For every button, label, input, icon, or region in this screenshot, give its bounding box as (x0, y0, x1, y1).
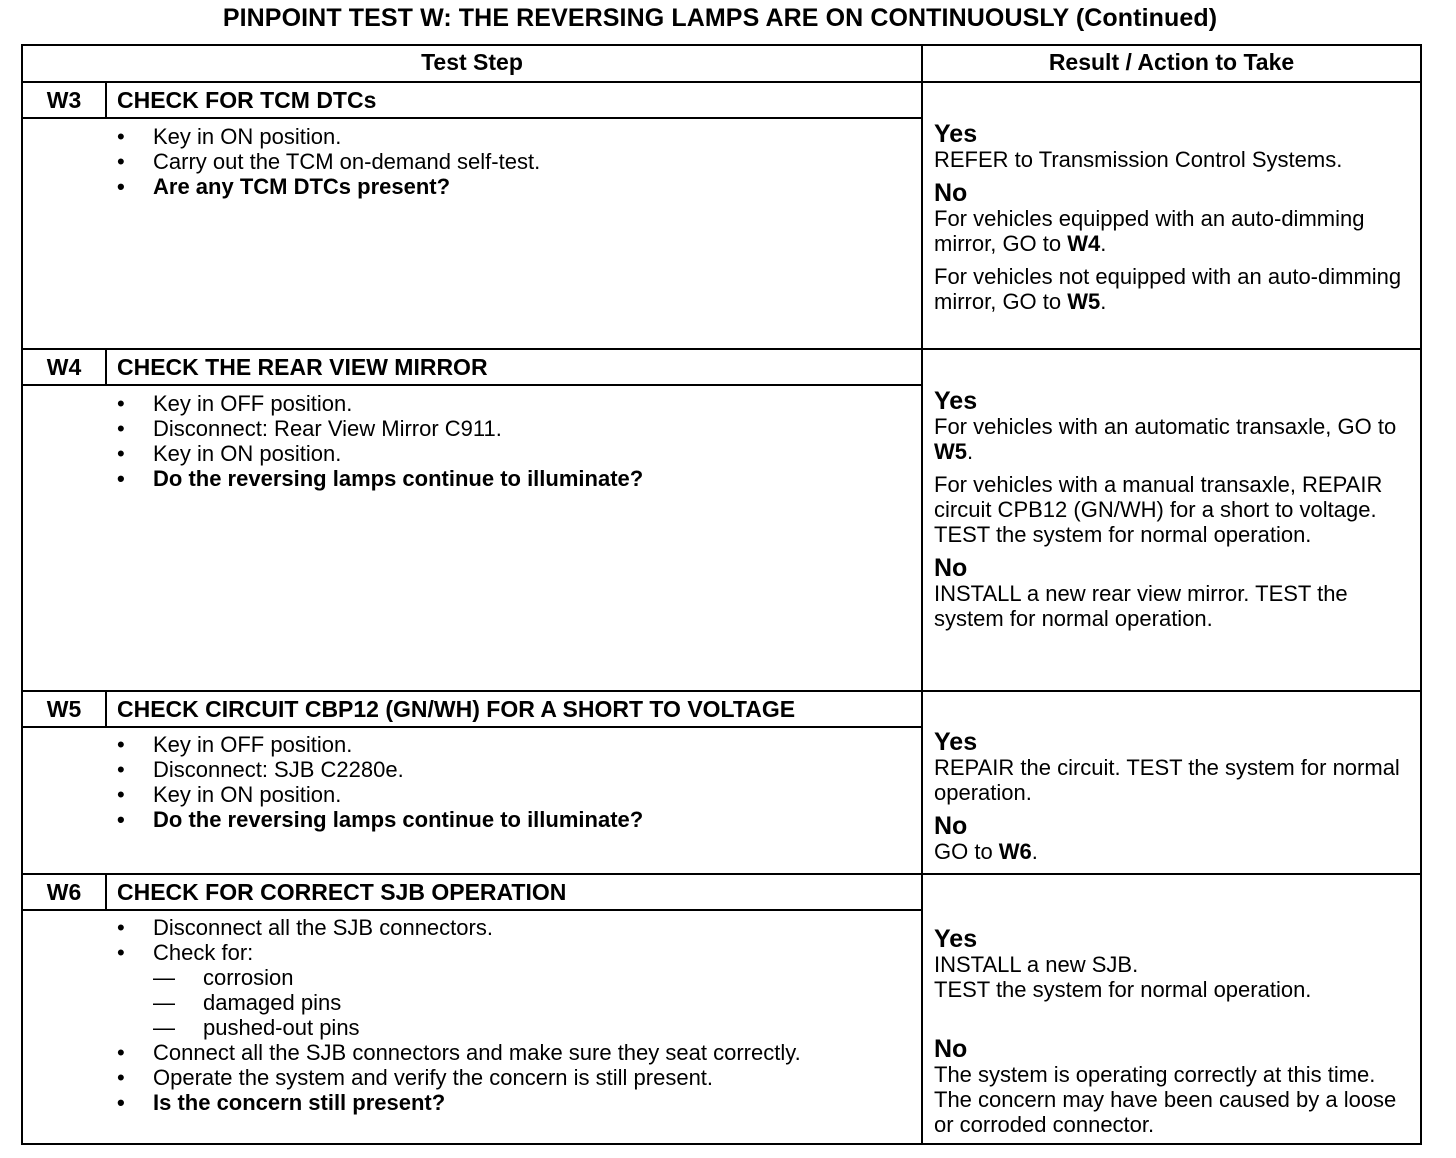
step-title: CHECK CIRCUIT CBP12 (GN/WH) FOR A SHORT TO VOLTAGE (117, 696, 796, 722)
header-test-step: Test Step (421, 49, 523, 75)
step-reference: W5 (934, 439, 967, 464)
step-title-divider (23, 117, 921, 119)
yes-label: Yes (934, 387, 978, 415)
step-title-divider (23, 909, 921, 911)
step-id: W5 (46, 696, 82, 722)
page-title: PINPOINT TEST W: THE REVERSING LAMPS ARE ON CONTINUOUSLY (Continued) (222, 4, 1218, 32)
step-id-divider (105, 873, 107, 910)
no-action: GO to W6. (934, 839, 1038, 864)
yes-action: For vehicles with an automatic transaxle, GO to W5. (934, 414, 1397, 464)
step-title: CHECK THE REAR VIEW MIRROR (117, 354, 488, 380)
instruction-item: • Key in ON position. (117, 441, 907, 466)
step-reference: W4 (1067, 231, 1101, 256)
yes-label: Yes (934, 120, 978, 148)
instruction-item: • Key in OFF position. (117, 391, 907, 416)
instruction-item: • Operate the system and verify the concern is still present. (117, 1065, 817, 1090)
no-label: No (934, 179, 968, 207)
step-reference: W5 (1067, 289, 1101, 314)
instruction-item: • Key in OFF position. (117, 732, 907, 757)
column-divider (921, 46, 923, 1143)
step-title-divider (23, 726, 921, 728)
step-instructions (117, 732, 907, 832)
step-id: W4 (46, 354, 82, 380)
step-question: • Are any TCM DTCs present? (117, 174, 907, 199)
step-reference: W6 (998, 839, 1032, 864)
instruction-item: • Disconnect: SJB C2280e. (117, 757, 907, 782)
no-action: For vehicles equipped with an auto-dimming mirror, GO to W4. (934, 206, 1365, 256)
step-question: • Do the reversing lamps continue to illuminate? (117, 807, 907, 832)
pinpoint-test-table (21, 44, 1422, 1145)
no-action: The system is operating correctly at this time. The concern may have been caused by a loose or corroded connector. (934, 1062, 1397, 1137)
check-list-item: — pushed-out pins (153, 1015, 817, 1040)
step-title: CHECK FOR TCM DTCs (117, 87, 377, 113)
step-id-divider (105, 690, 107, 727)
no-label: No (934, 812, 968, 840)
step-question: • Is the concern still present? (117, 1090, 817, 1115)
yes-action: TEST the system for normal operation. (934, 977, 1312, 1002)
yes-label: Yes (934, 925, 978, 953)
header-divider (23, 81, 1420, 83)
no-action: For vehicles not equipped with an auto-dimming mirror, GO to W5. (934, 264, 1402, 314)
instruction-item: • Check for: — corrosion — damaged pins — pushed-out pins (117, 940, 817, 1040)
step-result (934, 121, 1414, 322)
step-instructions (117, 391, 907, 491)
instruction-item: • Key in ON position. (117, 124, 907, 149)
row-divider (23, 873, 1420, 875)
step-result (934, 926, 1414, 1145)
row-divider (23, 690, 1420, 692)
step-instructions (117, 915, 817, 1115)
step-id: W3 (46, 87, 82, 113)
row-divider (23, 348, 1420, 350)
step-result (934, 388, 1414, 639)
yes-action: REFER to Transmission Control Systems. (934, 147, 1343, 172)
check-list-item: — corrosion (153, 965, 817, 990)
step-instructions (117, 124, 907, 199)
step-result (934, 729, 1414, 872)
yes-action: REPAIR the circuit. TEST the system for normal operation. (934, 755, 1400, 805)
step-id-divider (105, 81, 107, 118)
check-list-item: — damaged pins (153, 990, 817, 1015)
no-label: No (934, 554, 968, 582)
no-label: No (934, 1035, 968, 1063)
instruction-item: • Disconnect: Rear View Mirror C911. (117, 416, 907, 441)
yes-label: Yes (934, 728, 978, 756)
yes-action: For vehicles with a manual transaxle, REPAIR circuit CPB12 (GN/WH) for a short to voltage. TEST the system for normal operation. (934, 472, 1383, 547)
yes-action: INSTALL a new SJB. (934, 952, 1139, 977)
no-action: INSTALL a new rear view mirror. TEST the system for normal operation. (934, 581, 1348, 631)
header-result-action: Result / Action to Take (1048, 49, 1295, 75)
instruction-item: • Connect all the SJB connectors and make sure they seat correctly. (117, 1040, 817, 1065)
step-id: W6 (46, 879, 82, 905)
step-title: CHECK FOR CORRECT SJB OPERATION (117, 879, 567, 905)
check-list (117, 965, 817, 1040)
instruction-item: • Key in ON position. (117, 782, 907, 807)
step-question: • Do the reversing lamps continue to illuminate? (117, 466, 907, 491)
step-id-divider (105, 348, 107, 385)
step-title-divider (23, 384, 921, 386)
instruction-item: • Carry out the TCM on-demand self-test. (117, 149, 907, 174)
instruction-item: • Disconnect all the SJB connectors. (117, 915, 817, 940)
